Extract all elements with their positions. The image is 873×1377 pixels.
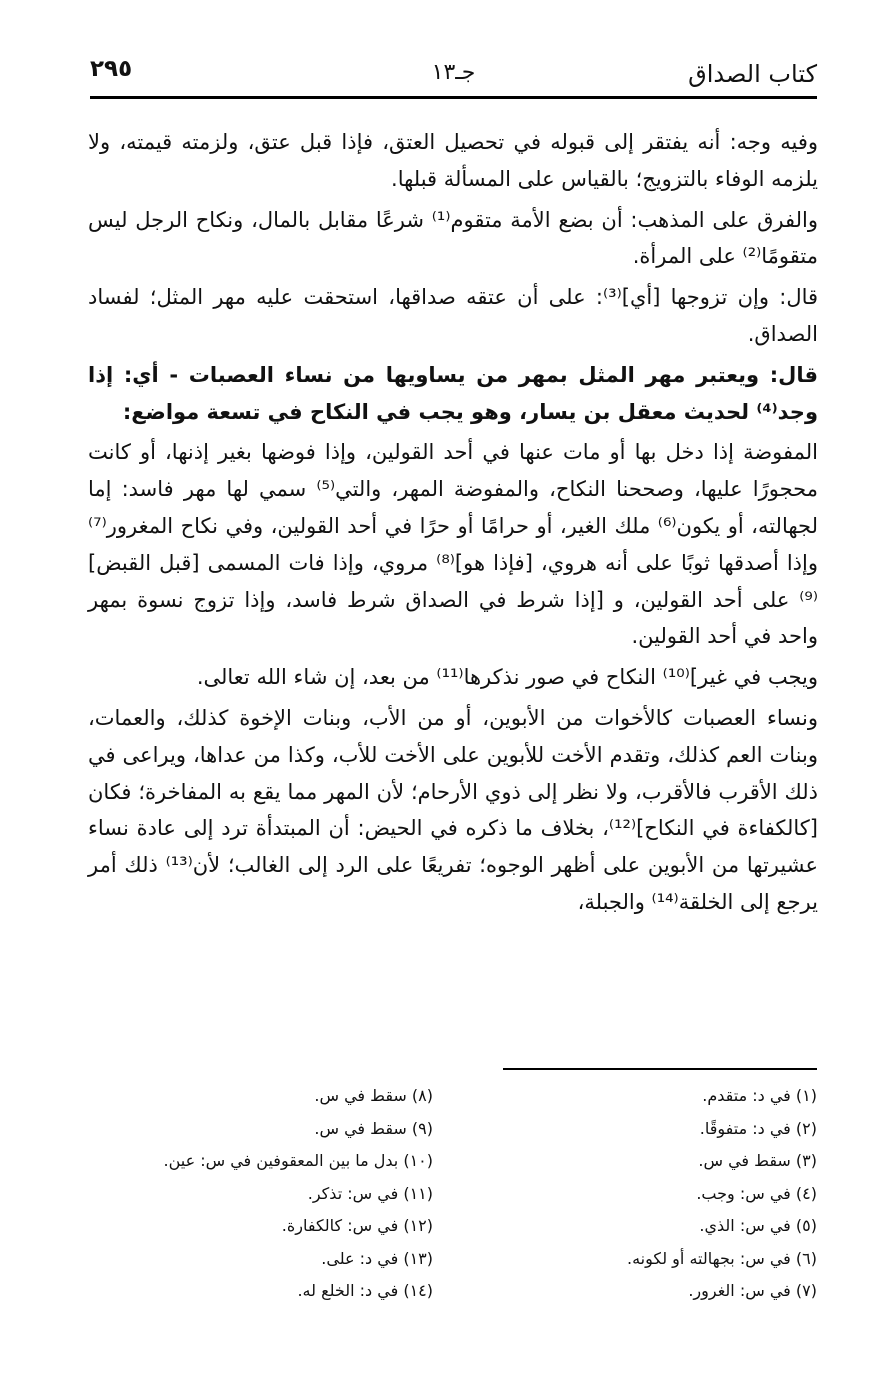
paragraph: المفوضة إذا دخل بها أو مات عنها في أحد القولين، وإذا فوضها بغير إذنها، أو كانت محجورًا عليها، وصححنا النكاح، والمفوضة المهر، والتي⁽⁵⁾ سمي لها مهر فاسد: إما لجهالته، أو يكون⁽⁶⁾ ملك الغير، أو حرامًا أو حرًا في أحد القولين، وفي نكاح المغرور⁽⁷⁾ وإذا أصدقها ثوبًا على أنه هروي، [فإذا هو]⁽⁸⁾ مروي، وإذا فات المسمى [قبل القبض]⁽⁹⁾ على أحد القولين، و [إذا شرط في الصداق شرط فاسد، وإذا تزوج نسوة بمهر واحد في أحد القولين. bbox=[88, 440, 818, 649]
footnote: (٤) في س: وجب. bbox=[696, 1183, 817, 1203]
footnotes-left-column bbox=[33, 1080, 433, 1308]
paragraph: وفيه وجه: أنه يفتقر إلى قبوله في تحصيل العتق، فإذا قبل عتق، ولزمته قيمته، ولا يلزمه الوفاء بالتزويج؛ بالقياس على المسألة قبلها. bbox=[88, 130, 818, 191]
main-text bbox=[88, 124, 818, 921]
book-title: كتاب الصداق bbox=[688, 60, 817, 88]
footnote: (٦) في س: بجهالته أو لكونه. bbox=[627, 1248, 817, 1268]
paragraph: ونساء العصبات كالأخوات من الأبوين، أو من الأب، وبنات الإخوة كذلك، والعمات، وبنات العم كذلك، وتقدم الأخت للأبوين على الأخت للأب، وكذا من عداها، ويراعى في ذلك الأقرب فالأقرب، ولا نظر إلى ذوي الأرحام؛ لأن المهر مما يقع به المفاخرة؛ فكان [كالكفاءة في النكاح]⁽¹²⁾، بخلاف ما ذكره في الحيض: أن المبتدأة ترد إلى عادة نساء عشيرتها من الأبوين على أظهر الوجوه؛ تفريعًا على الرد إلى الغالب؛ لأن⁽¹³⁾ ذلك أمر يرجع إلى الخلقة⁽¹⁴⁾ والجبلة، bbox=[88, 705, 818, 914]
footnote: (٣) سقط في س. bbox=[698, 1151, 817, 1170]
footnotes-right-column bbox=[517, 1080, 817, 1308]
footnote: (٩) سقط في س. bbox=[314, 1118, 433, 1138]
footnote: (٥) في س: الذي. bbox=[699, 1216, 817, 1235]
footnote: (١٤) في د: الخلع له. bbox=[297, 1281, 433, 1300]
footnote: (١٠) بدل ما بين المعقوفين في س: عين. bbox=[163, 1151, 433, 1170]
paragraph: قال: وإن تزوجها [أي]⁽³⁾: على أن عتقه صداقها، استحقت عليه مهر المثل؛ لفساد الصداق. bbox=[88, 285, 819, 346]
footnote: (٨) سقط في س. bbox=[314, 1086, 433, 1105]
paragraph: والفرق على المذهب: أن بضع الأمة متقوم⁽¹⁾ شرعًا مقابل بالمال، ونكاح الرجل ليس متقومًا⁽²⁾ على المرأة. bbox=[88, 207, 818, 269]
running-header bbox=[90, 52, 817, 96]
footnote: (١٣) في د: على. bbox=[321, 1248, 433, 1268]
footnote: (٧) في س: الغرور. bbox=[688, 1281, 817, 1300]
paragraph-bold: قال: ويعتبر مهر المثل بمهر من يساويها من نساء العصبات - أي: إذا وجد⁽⁴⁾ لحديث معقل بن يسار، وهو يجب في النكاح في تسعة مواضع: bbox=[88, 362, 818, 424]
paragraph: ويجب في غير]⁽¹⁰⁾ النكاح في صور نذكرها⁽¹¹⁾ من بعد، إن شاء الله تعالى. bbox=[196, 665, 818, 690]
footnote: (١) في د: متقدم. bbox=[702, 1086, 817, 1105]
footnote: (١١) في س: تذكر. bbox=[307, 1183, 433, 1203]
volume-label: جـ١٣ bbox=[431, 60, 476, 85]
footnote: (٢) في د: متفوقًا. bbox=[699, 1118, 817, 1138]
footnote: (١٢) في س: كالكفارة. bbox=[281, 1216, 433, 1235]
header-rule bbox=[90, 96, 817, 99]
footnote-rule bbox=[503, 1068, 817, 1070]
page-number: ٢٩٥ bbox=[90, 56, 133, 82]
